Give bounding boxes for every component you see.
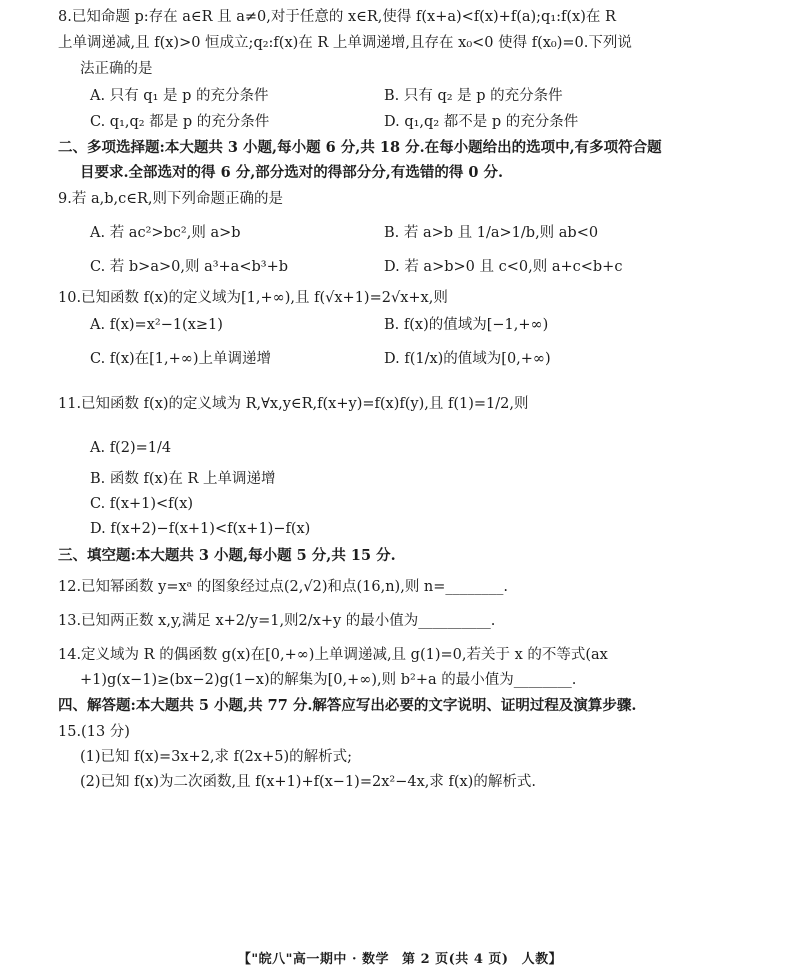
q10-option-a: A. f(x)=x²−1(x≥1)	[90, 317, 223, 333]
q11-stem: 11.已知函数 f(x)的定义域为 R,∀x,y∈R,f(x+y)=f(x)f(y),且 f(1)=1/2,则	[58, 396, 529, 412]
q11-option-a: A. f(2)=1/4	[90, 440, 172, 456]
q10-option-c: C. f(x)在[1,+∞)上单调递增	[90, 351, 272, 367]
q9-option-c: C. 若 b>a>0,则 a³+a<b³+b	[90, 259, 289, 275]
section4-heading: 四、解答题:本大题共 5 小题,共 77 分.解答应写出必要的文字说明、证明过程及演算步骤.	[58, 697, 637, 714]
q10-option-b: B. f(x)的值域为[−1,+∞)	[384, 317, 549, 333]
q10-option-d: D. f(1/x)的值域为[0,+∞)	[384, 351, 551, 367]
q9-option-a: A. 若 ac²>bc²,则 a>b	[90, 225, 241, 241]
q13-text: 13.已知两正数 x,y,满足 x+2/y=1,则2/x+y 的最小值为__________.	[58, 613, 496, 629]
q9-stem: 9.若 a,b,c∈R,则下列命题正确的是	[58, 191, 283, 207]
q14-line2: +1)g(x−1)≥(bx−2)g(1−x)的解集为[0,+∞),则 b²+a 的最小值为________.	[80, 672, 577, 688]
q8-line1: 8.已知命题 p:存在 a∈R 且 a≠0,对于任意的 x∈R,使得 f(x+a)<f(x)+f(a);q₁:f(x)在 R	[58, 9, 616, 25]
q15-part1: (1)已知 f(x)=3x+2,求 f(2x+5)的解析式;	[80, 749, 352, 765]
footer-page-number: 第 2 页(共 4 页)	[402, 952, 509, 967]
q10-stem: 10.已知函数 f(x)的定义域为[1,+∞),且 f(√x+1)=2√x+x,则	[58, 290, 448, 306]
page-footer	[0, 948, 800, 967]
section3-heading: 三、填空题:本大题共 3 小题,每小题 5 分,共 15 分.	[58, 547, 396, 564]
q12-text: 12.已知幂函数 y=xᵃ 的图象经过点(2,√2)和点(16,n),则 n=________.	[58, 579, 509, 595]
footer-edition: 人教】	[521, 952, 563, 967]
q8-line2: 上单调递减,且 f(x)>0 恒成立;q₂:f(x)在 R 上单调递增,且存在 x₀<0 使得 f(x₀)=0.下列说	[58, 35, 632, 51]
q14-line1: 14.定义域为 R 的偶函数 g(x)在[0,+∞)上单调递减,且 g(1)=0,若关于 x 的不等式(ax	[58, 647, 608, 663]
q8-option-b: B. 只有 q₂ 是 p 的充分条件	[384, 88, 563, 104]
q8-option-c: C. q₁,q₂ 都是 p 的充分条件	[90, 114, 270, 130]
q8-option-a: A. 只有 q₁ 是 p 的充分条件	[90, 88, 269, 104]
q11-option-c: C. f(x+1)<f(x)	[90, 496, 194, 512]
section2-heading-line2: 目要求.全部选对的得 6 分,部分选对的得部分分,有选错的得 0 分.	[80, 164, 504, 181]
q15-stem: 15.(13 分)	[58, 724, 130, 740]
q8-line3: 法正确的是	[80, 61, 153, 77]
q11-option-d: D. f(x+2)−f(x+1)<f(x+1)−f(x)	[90, 521, 311, 537]
section2-heading-line1: 二、多项选择题:本大题共 3 小题,每小题 6 分,共 18 分.在每小题给出的选项中,有多项符合题	[58, 139, 662, 156]
footer-exam-title: 【"皖八"高一期中 · 数学	[237, 952, 390, 967]
q8-option-d: D. q₁,q₂ 都不是 p 的充分条件	[384, 114, 579, 130]
q11-option-b: B. 函数 f(x)在 R 上单调递增	[90, 471, 276, 487]
q15-part2: (2)已知 f(x)为二次函数,且 f(x+1)+f(x−1)=2x²−4x,求 f(x)的解析式.	[80, 774, 536, 790]
q9-option-d: D. 若 a>b>0 且 c<0,则 a+c<b+c	[384, 259, 623, 275]
q9-option-b: B. 若 a>b 且 1/a>1/b,则 ab<0	[384, 225, 599, 241]
